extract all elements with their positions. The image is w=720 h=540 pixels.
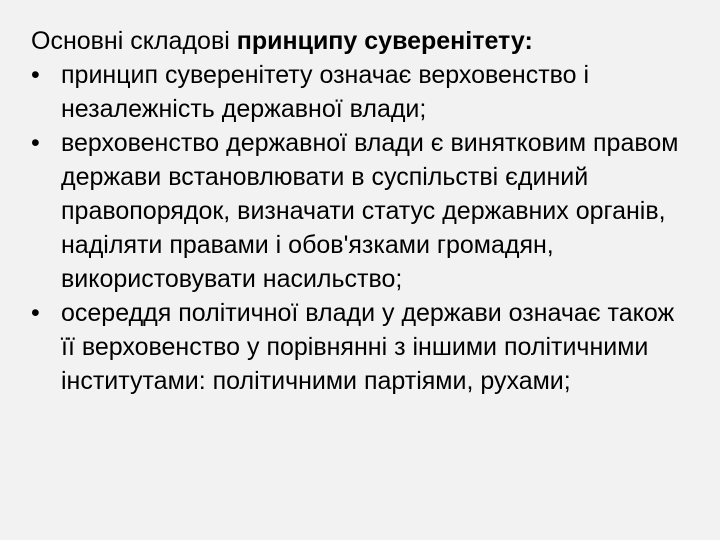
bullet-icon: • bbox=[31, 61, 40, 89]
bullet-item-sovereignty bbox=[31, 58, 692, 126]
bullet-item-political-power bbox=[31, 296, 692, 398]
bullet-list bbox=[31, 58, 692, 398]
bullet-text: верховенство державної влади є винятковим правом держави встановлювати в суспільстві єдиний правопорядок, визначати статус державних органів, наділяти правами і обов'язками громадян, використовувати насильство; bbox=[61, 129, 679, 293]
heading-bold-text: принципу суверенітету: bbox=[236, 27, 533, 55]
slide-heading bbox=[31, 24, 692, 58]
bullet-item-supremacy bbox=[31, 126, 692, 296]
bullet-icon: • bbox=[31, 129, 40, 157]
heading-plain-text: Основні складові bbox=[31, 27, 237, 55]
bullet-icon: • bbox=[31, 299, 40, 327]
bullet-text: принцип суверенітету означає верховенство і незалежність державної влади; bbox=[61, 61, 590, 123]
bullet-text: осереддя політичної влади у держави означає також її верховенство у порівнянні з іншими політичними інститутами: політичними партіями, рухами; bbox=[61, 299, 675, 395]
